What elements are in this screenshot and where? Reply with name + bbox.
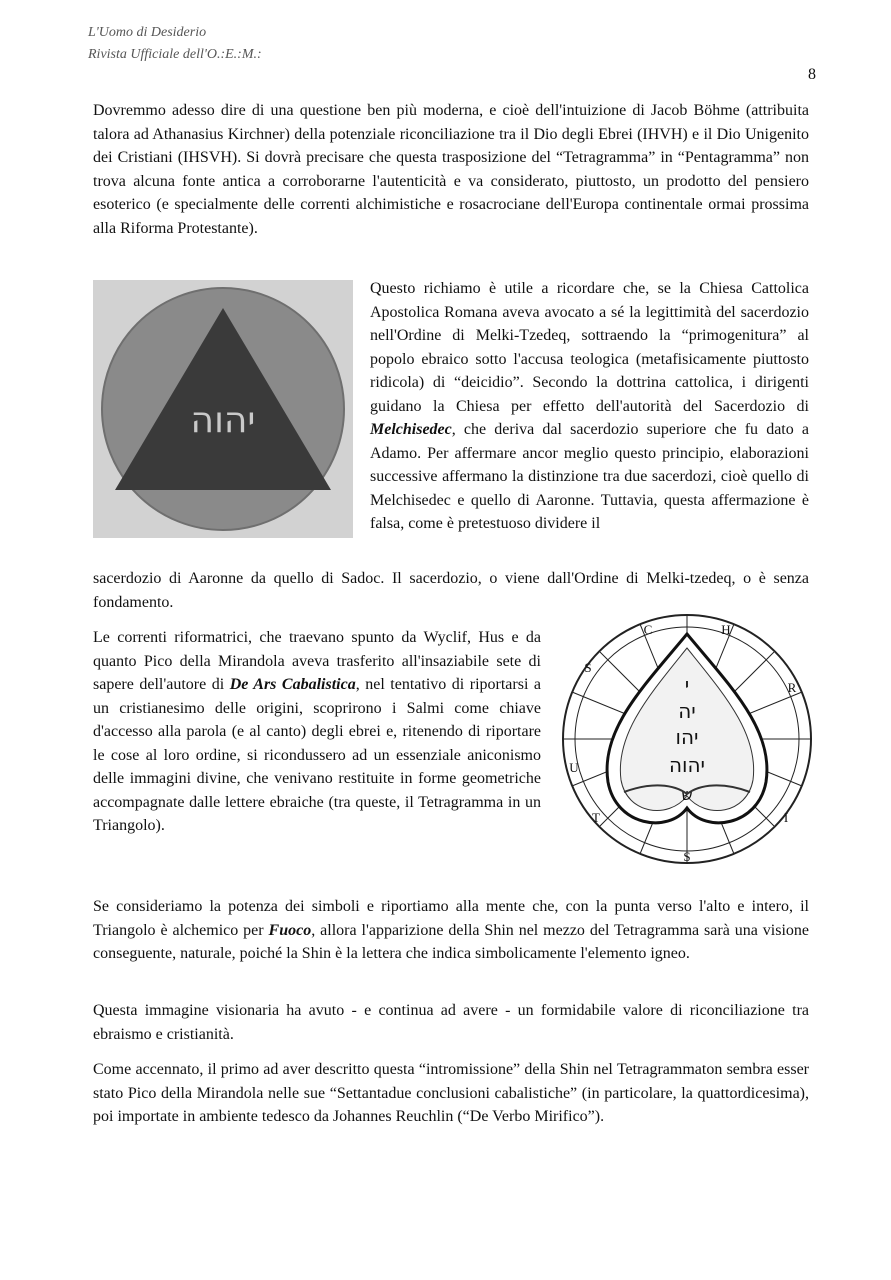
ring-letter: S: [584, 660, 592, 675]
paragraph-pico: Come accennato, il primo ad aver descritto questa “intromissione” della Shin nel Tetragrammaton sembra esser stato Pico della Mirandola nelle sue “Settantadue conclusioni cabalistiche” (in particolare, la quattordicesima), poi importate in ambiente tedesco da Johannes Reuchlin (“De Verbo Mirifico”).: [93, 1061, 809, 1125]
tetractys-row-4: יהוה: [668, 753, 706, 777]
de-ars-cabalistica-emphasis: De Ars Cabalistica: [229, 676, 356, 693]
ring-letter: R: [787, 680, 797, 695]
journal-subtitle: Rivista Ufficiale dell'O.:E.:M.:: [88, 47, 262, 62]
paragraph-reformers-part2: , nel tentativo di riportarsi a un cristianesimo delle origini, scoprirono i Salmi come chiave d'accesso alla parola (e al canto) degli ebrei e, ritenendo di riportare le cose al loro ordine, si ricondussero ad un essenziale aniconismo delle immagini divine, che venivano restituite in forme geometriche accompagnate dalle lettere ebraiche (tra queste, il Tetragramma in un Triangolo).: [93, 676, 542, 834]
paragraph-intro: Dovremmo adesso dire di una questione ben più moderna, e cioè dell'intuizione di Jacob Böhme (attribuita talora ad Athanasius Kirchner) della potenziale riconciliazione tra il Dio degli Ebrei (IHVH) e il Dio Unigenito dei Cristiani (IHSVH). Si dovrà precisare che questa trasposizione del “Tetragramma” in “Pentagramma” non trova alcuna fonte antica a corroborarne l'autenticità e va considerato, piuttosto, un prodotto del pensiero esoterico (e specialmente delle correnti alchimistiche e rosacrociane dell'Europa continentale ormai prossima alla Riforma Protestante).: [93, 102, 809, 237]
tetractys-row-3: יהו: [675, 725, 699, 749]
fuoco-emphasis: Fuoco: [268, 921, 312, 939]
ring-letter: H: [721, 622, 731, 637]
paragraph-melchisedec-continued: sacerdozio di Aaronne da quello di Sadoc. Il sacerdozio, o viene dall'Ordine di Melki-tzedeq, o è senza fondamento.: [93, 570, 809, 611]
tetragram-triangle-image: [93, 280, 353, 538]
paragraph-melchisedec-part2: , che deriva dal sacerdozio superiore che fu dato a Adamo. Per affermare ancor meglio questo principio, elaborazioni successive affermano la distinzione tra due sacerdozi, cioè quello di Melchisedec e quello di Aaronne. Tuttavia, questa affermazione è falsa, come è pretestuoso dividere il: [370, 421, 809, 532]
ring-letter: C: [643, 622, 653, 637]
ring-letter: S: [683, 849, 691, 864]
paragraph-melchisedec-part1: Questo richiamo è utile a ricordare che, se la Chiesa Cattolica Apostolica Romana aveva avocato a sé la legittimità del sacerdozio nell'Ordine di Melki-Tzedeq, sottraendo la “primogenitura” al popolo ebraico sotto l'accusa teologica (metafisicamente piuttosto ridicola) di “deicidio”. Secondo la dottrina cattolica, i dirigenti guidano la Chiesa per effetto dell'autorità del Sacerdozio di: [370, 280, 809, 415]
ring-letter: I: [783, 810, 789, 825]
paragraph-fire-symbol-part1: Se consideriamo la potenza dei simboli e riportiamo alla mente che, con la punta verso l'alto e intero, il Triangolo è alchemico per: [93, 898, 809, 939]
paragraph-fire-symbol-part2: , allora l'apparizione della Shin nel mezzo del Tetragramma sarà una visione conseguente, naturale, poiché la Shin è la lettera che indica simbolicamente l'elemento igneo.: [93, 921, 809, 962]
paragraph-melchisedec: [370, 277, 809, 536]
running-header: [88, 22, 262, 66]
tetragram-text: יהוה: [190, 400, 256, 441]
paragraph-fire-symbol: [93, 895, 809, 966]
christus-heart-emblem-image: [556, 612, 818, 866]
melchisedec-emphasis: Melchisedec: [370, 421, 452, 438]
paragraph-reformers-part1: Le correnti riformatrici, che traevano spunto da Wyclif, Hus e da quanto Pico della Mirandola aveva trasferito all'insaziabile sete di sapere dell'autore di: [93, 629, 541, 693]
tetractys-row-2: יה: [678, 699, 696, 723]
journal-title: L'Uomo di Desiderio: [88, 25, 207, 40]
paragraph-reformers: [93, 626, 541, 838]
paragraph-reconciliation: Questa immagine visionaria ha avuto - e continua ad avere - un formidabile valore di riconciliazione tra ebraismo e cristianità.: [93, 1002, 809, 1043]
page-number: 8: [808, 66, 816, 83]
ring-letter: U: [569, 760, 579, 775]
ring-letter: T: [592, 810, 600, 825]
tetractys-row-1: י: [684, 673, 690, 697]
shin-letter: ש: [681, 785, 693, 804]
